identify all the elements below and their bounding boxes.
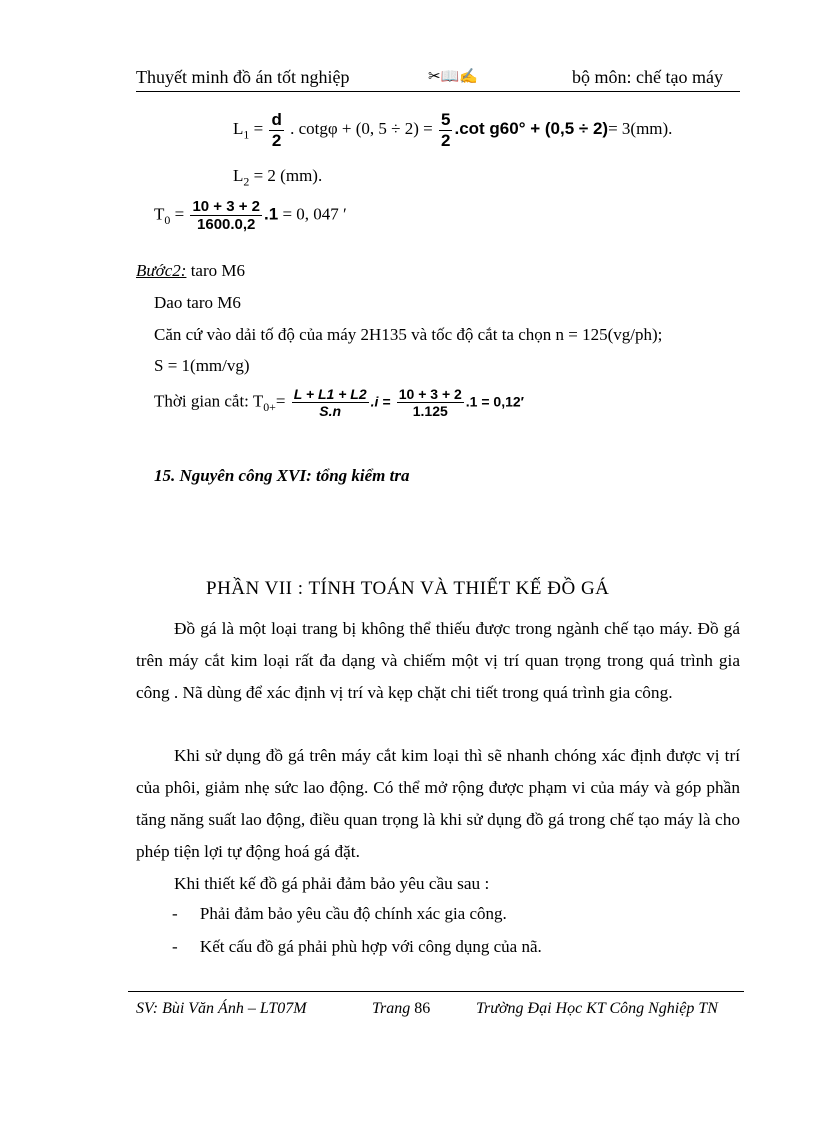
fraction-cut-time-values: $\frac{10 + 3 + 2}{1.125}$ <box>398 386 462 420</box>
header-department: bộ môn: chế tạo máy <box>572 67 723 87</box>
formula-t0: $T_0$ = $\frac{10 + 3 + 2}{1600.0,2}$ .1 = 0, 047 ′ <box>154 198 347 234</box>
fraction-d-over-2: $\frac{d}{2}$ <box>271 110 282 150</box>
header-title: Thuyết minh đồ án tốt nghiệp <box>136 67 350 87</box>
formula-l1: $L_1$ = $\frac{d}{2}$ . cotgφ + (0, 5 ÷ 2) = $\frac{5}{2}$ .cot g60° + (0,5 ÷ 2)= 3(mm). <box>233 110 673 150</box>
bullet-item: - Phải đảm bảo yêu cầu độ chính xác gia công. <box>172 904 507 923</box>
footer-rule <box>128 991 744 992</box>
step2-feed: S = 1(mm/vg) <box>154 356 250 375</box>
header-rule <box>136 91 740 92</box>
part7-paragraph-3: Khi thiết kế đồ gá phải đảm bảo yêu cầu sau : <box>174 874 490 893</box>
step2-tool: Dao taro M6 <box>154 293 241 312</box>
step2-heading: Bước2: taro M6 <box>136 261 245 280</box>
formula-cut-time: Thời gian cắt: $T_{0+}=$ $\frac{L + L1 + L2}{S.n}$ .i = $\frac{10 + 3 + 2}{1.125}$ .1 = 0,12′ <box>154 386 525 420</box>
section-15-heading: 15. Nguyên công XVI: tổng kiểm tra <box>154 466 410 485</box>
fraction-length-over-sn: $\frac{L + L1 + L2}{S.n}$ <box>293 386 367 420</box>
part7-paragraph-2: Khi sử dụng đồ gá trên máy cắt kim loại thì sẽ nhanh chóng xác định được vị trí của phôi, giảm nhẹ sức lao động. Có thể mở rộng được phạm vi của máy và góp phần tăng năng suất lao động, điều quan trọng là khi sử dụng đồ gá trong chế tạo máy là cho phép tiện lợi tự động hoá gá đặt. <box>136 746 740 861</box>
footer-school: Trường Đại Học KT Công Nghiệp TN <box>476 1000 718 1017</box>
footer-author: SV: Bùi Văn Ánh – LT07M <box>136 1000 307 1017</box>
formula-l2: $L_2 = 2$ (mm). <box>233 166 323 189</box>
part7-title: PHẦN VII : TÍNH TOÁN VÀ THIẾT KẾ ĐỒ GÁ <box>206 578 610 599</box>
fraction-5-over-2: $\frac{5}{2}$ <box>441 110 451 150</box>
fraction-t0: $\frac{10 + 3 + 2}{1600.0,2}$ <box>192 198 260 234</box>
header-ornament-icon: ✂📖✍ <box>428 69 478 85</box>
part7-paragraph-1: Đồ gá là một loại trang bị không thể thiếu được trong ngành chế tạo máy. Đồ gá trên máy cắt kim loại rất đa dạng và chiếm một vị trí quan trọng trong quá trình gia công . Nã dùng để xác định vị trí và kẹp chặt chi tiết trong quá trình gia công. <box>136 619 740 702</box>
footer-page: Trang 86 <box>372 1000 431 1017</box>
bullet-item: - Kết cấu đồ gá phải phù hợp với công dụng của nã. <box>172 937 542 956</box>
step2-speed: Căn cứ vào dải tố độ của máy 2H135 và tốc độ cắt ta chọn n = 125(vg/ph); <box>154 325 663 344</box>
